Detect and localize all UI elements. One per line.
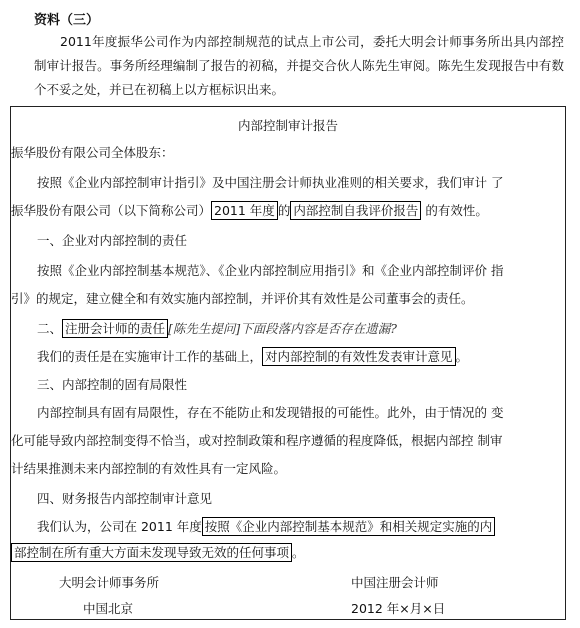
reviewer-question: [陈先生提问]下面段落内容是否存在遗漏?: [168, 321, 397, 336]
s3-line-3: 计结果推测未来内部控制的有效性具有一定风险。: [11, 461, 287, 476]
s1-line-1: 按照《企业内部控制基本规范》、《企业内部控制应用指引》和《企业内部控制评价 指: [37, 263, 504, 278]
s4-line-2: [11, 543, 305, 561]
report-title: 内部控制审计报告: [237, 118, 338, 133]
s2-text-pre: 我们的责任是在实施审计工作的基础上，: [37, 349, 263, 364]
s2-text-post: 。: [455, 349, 469, 364]
s4-text-post: 。: [292, 545, 305, 560]
s2-text: [37, 347, 468, 365]
report-date: 2012 年×月×日: [351, 601, 446, 616]
p1-line-1: 按照《企业内部控制审计指引》及中国注册会计师执业准则的相关要求，我们审计 了: [37, 175, 504, 190]
flagged-box-opinion-part-2: 部控制在所有重大方面未发现导致无效的任何事项: [11, 543, 292, 562]
s2-prefix: 二、: [37, 321, 63, 336]
p1-text-mid: 的: [277, 203, 291, 218]
s3-title: 三、内部控制的固有局限性: [37, 377, 188, 392]
flagged-box-cpa-responsibility: 注册会计师的责任: [62, 319, 168, 338]
s1-title: 一、企业对内部控制的责任: [37, 233, 188, 248]
p1-text-pre: 振华股份有限公司（以下简称公司）: [11, 203, 212, 218]
intro-paragraph: 2011年度振华公司作为内部控制规范的试点上市公司，委托大明会计师事务所出具内部控制审计报告。事务所经理编制了报告的初稿，并提交合伙人陈先生审阅。陈先生发现报告中有数个不妥之处，并已在初稿上以方框标识出来。: [34, 34, 564, 97]
flagged-box-self-eval-report: 内部控制自我评价报告: [290, 201, 421, 220]
s4-line-1: [37, 517, 495, 535]
s1-line-2: 引》的规定，建立健全和有效实施内部控制，并评价其有效性是公司董事会的责任。: [11, 291, 474, 306]
section-heading: 资料（三）: [34, 13, 100, 28]
s4-text-pre: 我们认为，公司在 2011 年度: [37, 519, 202, 534]
s4-title: 四、财务报告内部控制审计意见: [37, 491, 213, 506]
city: 中国北京: [83, 601, 134, 616]
p1-text-post: 的有效性。: [421, 203, 488, 218]
flagged-box-2011-year: 2011 年度: [211, 201, 278, 220]
s3-line-1: 内部控制具有固有局限性，存在不能防止和发现错报的可能性。此外，由于情况的 变: [37, 405, 504, 420]
cpa-label: 中国注册会计师: [351, 575, 439, 590]
s2-title-line: [37, 319, 397, 337]
firm-name: 大明会计师事务所: [59, 575, 160, 590]
report-draft-box: [10, 106, 566, 620]
flagged-box-opinion-part-1: 按照《企业内部控制基本规范》和相关规定实施的内: [202, 517, 496, 536]
flagged-box-opinion: 对内部控制的有效性发表审计意见: [262, 347, 456, 366]
s3-line-2: 化可能导致内部控制变得不恰当，或对控制政策和程序遵循的程度降低，根据内部控 制审: [11, 433, 503, 448]
p1-line-2: [11, 201, 488, 219]
addressee: 振华股份有限公司全体股东：: [11, 145, 174, 160]
